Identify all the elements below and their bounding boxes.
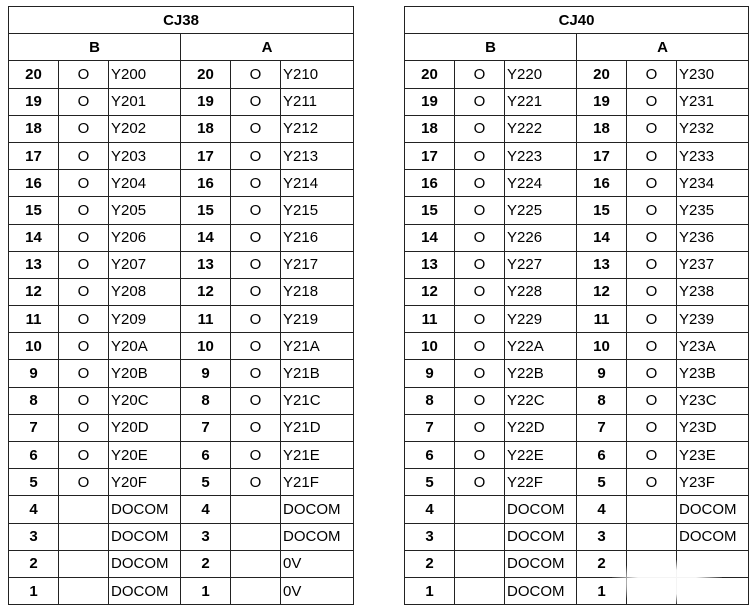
pin-number-b: 1	[405, 577, 455, 604]
pin-number-a: 8	[181, 387, 231, 414]
table-row	[405, 251, 749, 278]
connector-title-row	[405, 7, 749, 34]
io-mark-b: O	[455, 360, 505, 387]
io-mark-b: O	[455, 224, 505, 251]
pin-number-b: 19	[405, 88, 455, 115]
pin-number-b: 11	[405, 306, 455, 333]
table-row	[405, 142, 749, 169]
pin-number-a: 7	[181, 414, 231, 441]
pin-number-a: 15	[181, 197, 231, 224]
signal-name-b: DOCOM	[505, 577, 577, 604]
signal-name-a: Y21F	[281, 469, 354, 496]
table-row	[9, 197, 354, 224]
pin-number-a: 13	[181, 251, 231, 278]
pin-number-b: 12	[405, 278, 455, 305]
signal-name-b: DOCOM	[505, 550, 577, 577]
pin-number-a: 5	[181, 469, 231, 496]
io-mark-a: O	[627, 115, 677, 142]
table-row	[405, 360, 749, 387]
pin-number-a: 5	[577, 469, 627, 496]
table-row	[9, 442, 354, 469]
pin-number-b: 12	[9, 278, 59, 305]
io-mark-a	[231, 496, 281, 523]
io-mark-b	[455, 496, 505, 523]
signal-name-b: Y207	[109, 251, 181, 278]
table-row	[9, 115, 354, 142]
table-row	[9, 496, 354, 523]
signal-name-a: Y234	[677, 170, 749, 197]
io-mark-b: O	[59, 224, 109, 251]
table-row	[405, 115, 749, 142]
signal-name-b: DOCOM	[505, 496, 577, 523]
io-mark-a: O	[627, 224, 677, 251]
signal-name-b: DOCOM	[109, 523, 181, 550]
table-row	[9, 577, 354, 604]
pin-number-a: 11	[577, 306, 627, 333]
signal-name-b: Y228	[505, 278, 577, 305]
table-row	[9, 142, 354, 169]
io-mark-b: O	[59, 278, 109, 305]
io-mark-b: O	[455, 333, 505, 360]
io-mark-a: O	[627, 469, 677, 496]
pin-number-b: 9	[405, 360, 455, 387]
io-mark-b: O	[455, 306, 505, 333]
pin-number-b: 2	[9, 550, 59, 577]
io-mark-a: O	[231, 251, 281, 278]
pin-number-b: 4	[405, 496, 455, 523]
signal-name-a: Y23D	[677, 414, 749, 441]
io-mark-b: O	[455, 61, 505, 88]
io-mark-b: O	[59, 442, 109, 469]
signal-name-b: Y20F	[109, 469, 181, 496]
side-header-row	[405, 34, 749, 61]
table-row	[405, 197, 749, 224]
io-mark-b: O	[455, 115, 505, 142]
pin-number-b: 5	[9, 469, 59, 496]
pin-number-b: 6	[405, 442, 455, 469]
table-row	[405, 496, 749, 523]
pin-number-a: 9	[577, 360, 627, 387]
pin-number-b: 15	[405, 197, 455, 224]
pin-number-a: 18	[577, 115, 627, 142]
table-row	[9, 88, 354, 115]
pin-number-b: 7	[405, 414, 455, 441]
signal-name-b: Y221	[505, 88, 577, 115]
connector-cj38	[8, 6, 353, 605]
pin-number-a: 14	[181, 224, 231, 251]
io-mark-a: O	[231, 224, 281, 251]
pin-number-a: 15	[577, 197, 627, 224]
signal-name-a: Y21A	[281, 333, 354, 360]
pin-number-a: 16	[181, 170, 231, 197]
signal-name-b: Y205	[109, 197, 181, 224]
pin-number-a: 12	[181, 278, 231, 305]
signal-name-a: Y239	[677, 306, 749, 333]
io-mark-a: O	[231, 61, 281, 88]
table-row	[405, 224, 749, 251]
pin-number-a: 4	[181, 496, 231, 523]
signal-name-a: DOCOM	[281, 523, 354, 550]
signal-name-a: Y230	[677, 61, 749, 88]
io-mark-a: O	[231, 170, 281, 197]
io-mark-b: O	[59, 251, 109, 278]
table-row	[9, 414, 354, 441]
signal-name-b: Y229	[505, 306, 577, 333]
pin-number-a: 3	[577, 523, 627, 550]
pin-number-b: 18	[9, 115, 59, 142]
pin-number-b: 17	[9, 142, 59, 169]
pin-number-a: 1	[577, 577, 627, 604]
table-row	[405, 469, 749, 496]
table-row	[9, 550, 354, 577]
pin-number-a: 6	[577, 442, 627, 469]
io-mark-b: O	[59, 306, 109, 333]
signal-name-b: DOCOM	[505, 523, 577, 550]
io-mark-b: O	[59, 170, 109, 197]
table-row	[405, 88, 749, 115]
signal-name-b: Y203	[109, 142, 181, 169]
pin-number-a: 9	[181, 360, 231, 387]
pin-number-b: 13	[9, 251, 59, 278]
pin-number-a: 17	[577, 142, 627, 169]
pin-number-b: 7	[9, 414, 59, 441]
signal-name-a: Y213	[281, 142, 354, 169]
pin-number-b: 10	[9, 333, 59, 360]
pin-number-b: 5	[405, 469, 455, 496]
connector-title: CJ40	[405, 7, 749, 34]
io-mark-b	[59, 496, 109, 523]
signal-name-a: Y23B	[677, 360, 749, 387]
signal-name-b: Y222	[505, 115, 577, 142]
pin-number-b: 3	[405, 523, 455, 550]
signal-name-a: Y21B	[281, 360, 354, 387]
pin-number-a: 8	[577, 387, 627, 414]
pin-number-b: 9	[9, 360, 59, 387]
io-mark-a: O	[231, 197, 281, 224]
pin-number-a: 14	[577, 224, 627, 251]
signal-name-a: Y214	[281, 170, 354, 197]
io-mark-b	[455, 550, 505, 577]
signal-name-a: Y237	[677, 251, 749, 278]
io-mark-a: O	[627, 414, 677, 441]
pin-number-b: 20	[9, 61, 59, 88]
io-mark-a	[627, 523, 677, 550]
pin-number-b: 14	[405, 224, 455, 251]
connector-title-row	[9, 7, 354, 34]
connector-title: CJ38	[9, 7, 354, 34]
pin-number-b: 8	[405, 387, 455, 414]
table-row	[405, 442, 749, 469]
signal-name-a: Y236	[677, 224, 749, 251]
io-mark-b: O	[455, 142, 505, 169]
signal-name-b: Y20A	[109, 333, 181, 360]
io-mark-a: O	[627, 61, 677, 88]
pin-number-a: 7	[577, 414, 627, 441]
signal-name-b: Y209	[109, 306, 181, 333]
pin-number-a: 2	[577, 550, 627, 577]
table-row	[9, 224, 354, 251]
io-mark-b: O	[59, 61, 109, 88]
pin-number-a: 6	[181, 442, 231, 469]
signal-name-b: Y227	[505, 251, 577, 278]
signal-name-a: Y233	[677, 142, 749, 169]
connector-cj40	[404, 6, 748, 605]
io-mark-b: O	[59, 414, 109, 441]
pin-number-a: 19	[577, 88, 627, 115]
signal-name-a: DOCOM	[677, 496, 749, 523]
signal-name-a: Y210	[281, 61, 354, 88]
io-mark-b: O	[455, 170, 505, 197]
table-row	[9, 61, 354, 88]
io-mark-a: O	[231, 442, 281, 469]
io-mark-a: O	[231, 333, 281, 360]
table-row	[9, 333, 354, 360]
signal-name-a: Y23A	[677, 333, 749, 360]
io-mark-b: O	[455, 469, 505, 496]
io-mark-a: O	[231, 469, 281, 496]
io-mark-a: O	[627, 170, 677, 197]
pin-number-a: 18	[181, 115, 231, 142]
signal-name-b: Y224	[505, 170, 577, 197]
table-row	[9, 278, 354, 305]
pin-number-a: 10	[181, 333, 231, 360]
io-mark-b: O	[455, 278, 505, 305]
pin-number-a: 3	[181, 523, 231, 550]
pinout-table-cj40	[404, 6, 749, 605]
signal-name-b: Y226	[505, 224, 577, 251]
table-row	[405, 414, 749, 441]
io-mark-b: O	[59, 88, 109, 115]
table-row	[405, 387, 749, 414]
pin-number-a: 10	[577, 333, 627, 360]
io-mark-b	[455, 577, 505, 604]
table-row	[405, 523, 749, 550]
table-row	[9, 251, 354, 278]
signal-name-a: Y215	[281, 197, 354, 224]
signal-name-b: Y22B	[505, 360, 577, 387]
signal-name-a: Y235	[677, 197, 749, 224]
pin-number-a: 20	[577, 61, 627, 88]
io-mark-a	[231, 577, 281, 604]
io-mark-a: O	[627, 306, 677, 333]
signal-name-b: Y20D	[109, 414, 181, 441]
io-mark-a: O	[627, 278, 677, 305]
signal-name-a: Y23C	[677, 387, 749, 414]
signal-name-a: Y23F	[677, 469, 749, 496]
side-header-a: A	[181, 34, 354, 61]
signal-name-b: DOCOM	[109, 550, 181, 577]
io-mark-a: O	[627, 197, 677, 224]
table-row	[405, 61, 749, 88]
io-mark-b: O	[455, 197, 505, 224]
pin-number-b: 13	[405, 251, 455, 278]
io-mark-a	[231, 523, 281, 550]
io-mark-a: O	[231, 142, 281, 169]
io-mark-a	[627, 496, 677, 523]
pin-number-b: 11	[9, 306, 59, 333]
pin-number-b: 4	[9, 496, 59, 523]
io-mark-a: O	[627, 360, 677, 387]
side-header-a: A	[577, 34, 749, 61]
signal-name-b: Y201	[109, 88, 181, 115]
io-mark-b: O	[59, 333, 109, 360]
pin-number-b: 2	[405, 550, 455, 577]
table-row	[9, 523, 354, 550]
signal-name-b: Y20E	[109, 442, 181, 469]
signal-name-b: Y20C	[109, 387, 181, 414]
io-mark-a: O	[231, 278, 281, 305]
signal-name-a: Y21E	[281, 442, 354, 469]
signal-name-b: Y22C	[505, 387, 577, 414]
pin-number-a: 17	[181, 142, 231, 169]
table-row	[9, 469, 354, 496]
io-mark-a: O	[231, 306, 281, 333]
io-mark-b	[59, 550, 109, 577]
io-mark-b: O	[59, 115, 109, 142]
table-row	[405, 278, 749, 305]
side-header-b: B	[405, 34, 577, 61]
signal-name-b: Y22E	[505, 442, 577, 469]
pin-number-b: 19	[9, 88, 59, 115]
pin-number-a: 1	[181, 577, 231, 604]
io-mark-b: O	[59, 360, 109, 387]
signal-name-a: Y21D	[281, 414, 354, 441]
signal-name-b: Y22A	[505, 333, 577, 360]
pin-number-b: 6	[9, 442, 59, 469]
io-mark-a: O	[627, 251, 677, 278]
pin-number-b: 16	[9, 170, 59, 197]
io-mark-b: O	[455, 251, 505, 278]
signal-name-b: Y200	[109, 61, 181, 88]
signal-name-b: Y22D	[505, 414, 577, 441]
signal-name-a: DOCOM	[677, 523, 749, 550]
pin-number-b: 20	[405, 61, 455, 88]
pin-number-a: 2	[181, 550, 231, 577]
pin-number-a: 13	[577, 251, 627, 278]
io-mark-b: O	[455, 387, 505, 414]
signal-name-a: Y238	[677, 278, 749, 305]
io-mark-a: O	[231, 115, 281, 142]
signal-name-a: Y216	[281, 224, 354, 251]
io-mark-a: O	[627, 142, 677, 169]
pin-number-a: 12	[577, 278, 627, 305]
signal-name-a: Y231	[677, 88, 749, 115]
signal-name-b: Y220	[505, 61, 577, 88]
table-row	[405, 170, 749, 197]
signal-name-a: Y219	[281, 306, 354, 333]
io-mark-a: O	[627, 387, 677, 414]
io-mark-b	[455, 523, 505, 550]
table-row	[9, 170, 354, 197]
pin-number-b: 16	[405, 170, 455, 197]
io-mark-a: O	[231, 387, 281, 414]
pin-number-a: 11	[181, 306, 231, 333]
signal-name-b: Y223	[505, 142, 577, 169]
io-mark-b: O	[455, 88, 505, 115]
io-mark-a	[231, 550, 281, 577]
pin-number-b: 18	[405, 115, 455, 142]
io-mark-a: O	[627, 88, 677, 115]
watermark-blur	[612, 560, 722, 604]
pin-number-a: 4	[577, 496, 627, 523]
io-mark-b: O	[455, 414, 505, 441]
table-row	[9, 387, 354, 414]
signal-name-a: DOCOM	[281, 496, 354, 523]
signal-name-b: Y22F	[505, 469, 577, 496]
io-mark-a: O	[231, 360, 281, 387]
signal-name-b: Y206	[109, 224, 181, 251]
io-mark-a: O	[627, 442, 677, 469]
signal-name-b: Y208	[109, 278, 181, 305]
io-mark-a: O	[231, 88, 281, 115]
signal-name-a: Y23E	[677, 442, 749, 469]
signal-name-a: Y217	[281, 251, 354, 278]
signal-name-a: 0V	[281, 550, 354, 577]
signal-name-b: DOCOM	[109, 577, 181, 604]
pin-number-b: 1	[9, 577, 59, 604]
table-row	[9, 306, 354, 333]
io-mark-a: O	[627, 333, 677, 360]
signal-name-a: 0V	[281, 577, 354, 604]
pin-number-b: 14	[9, 224, 59, 251]
pin-number-a: 16	[577, 170, 627, 197]
table-row	[405, 333, 749, 360]
pin-number-a: 19	[181, 88, 231, 115]
io-mark-b: O	[59, 197, 109, 224]
table-row	[405, 306, 749, 333]
pin-number-b: 15	[9, 197, 59, 224]
pin-number-b: 10	[405, 333, 455, 360]
signal-name-a: Y211	[281, 88, 354, 115]
side-header-b: B	[9, 34, 181, 61]
io-mark-b: O	[59, 469, 109, 496]
pin-number-b: 3	[9, 523, 59, 550]
table-row	[9, 360, 354, 387]
signal-name-a: Y232	[677, 115, 749, 142]
io-mark-b: O	[59, 387, 109, 414]
signal-name-a: Y212	[281, 115, 354, 142]
io-mark-a: O	[231, 414, 281, 441]
pinout-table-cj38	[8, 6, 354, 605]
signal-name-b: Y20B	[109, 360, 181, 387]
io-mark-b	[59, 523, 109, 550]
io-mark-b: O	[59, 142, 109, 169]
signal-name-a: Y21C	[281, 387, 354, 414]
io-mark-b: O	[455, 442, 505, 469]
side-header-row	[9, 34, 354, 61]
signal-name-a: Y218	[281, 278, 354, 305]
io-mark-b	[59, 577, 109, 604]
pin-number-b: 8	[9, 387, 59, 414]
signal-name-b: DOCOM	[109, 496, 181, 523]
pin-number-a: 20	[181, 61, 231, 88]
signal-name-b: Y204	[109, 170, 181, 197]
signal-name-b: Y202	[109, 115, 181, 142]
signal-name-b: Y225	[505, 197, 577, 224]
pin-number-b: 17	[405, 142, 455, 169]
